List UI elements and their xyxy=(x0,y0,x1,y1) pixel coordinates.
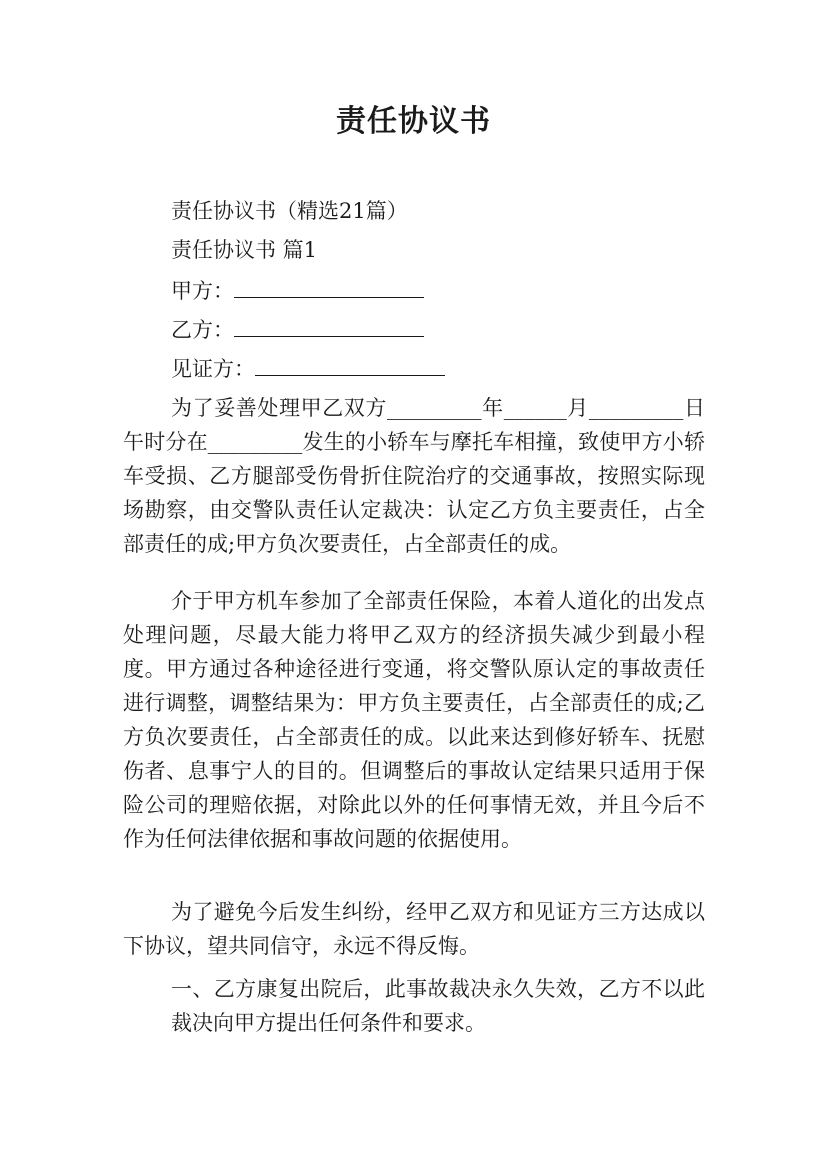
witness-line xyxy=(171,354,445,383)
party-b-label: 乙方： xyxy=(171,318,234,342)
witness-blank xyxy=(255,354,445,376)
party-a-label: 甲方： xyxy=(171,279,234,303)
paragraph-accident-description: 为了妥善处理甲乙双方_________年______月_________日午时分在_________发生的小轿车与摩托车相撞，致使甲方小轿车受损、乙方腿部受伤骨折住院治疗的交通事故，按照实际现场勘察，由交警队责任认定裁决：认定乙方负主要责任，占全部责任的成;甲方负次要责任，占全部责任的成。 xyxy=(123,396,705,556)
document-subtitle: 责任协议书（精选21篇） xyxy=(171,199,408,223)
page-title: 责任协议书 xyxy=(336,104,491,139)
party-b-blank xyxy=(234,315,424,337)
paragraph-agreement-intent: 为了避免今后发生纠纷，经甲乙双方和见证方三方达成以下协议，望共同信守，永远不得反悔。 xyxy=(123,900,705,958)
party-b-line xyxy=(171,315,424,344)
witness-label: 见证方： xyxy=(171,357,255,381)
paragraph-responsibility-adjustment: 介于甲方机车参加了全部责任保险，本着人道化的出发点处理问题，尽最大能力将甲乙双方的经济损失减少到最小程度。甲方通过各种途径进行变通，将交警队原认定的事故责任进行调整，调整结果为：甲方负主要责任，占全部责任的成;乙方负次要责任，占全部责任的成。以此来达到修好轿车、抚慰伤者、息事宁人的目的。但调整后的事故认定结果只适用于保险公司的理赔依据，对除此以外的任何事情无效，并且今后不作为任何法律依据和事故问题的依据使用。 xyxy=(123,589,705,851)
clause-1: 一、乙方康复出院后，此事故裁决永久失效，乙方不以此裁决向甲方提出任何条件和要求。 xyxy=(171,977,705,1035)
party-a-blank xyxy=(234,276,424,298)
party-a-line xyxy=(171,276,424,305)
section-heading: 责任协议书 篇1 xyxy=(171,238,318,262)
